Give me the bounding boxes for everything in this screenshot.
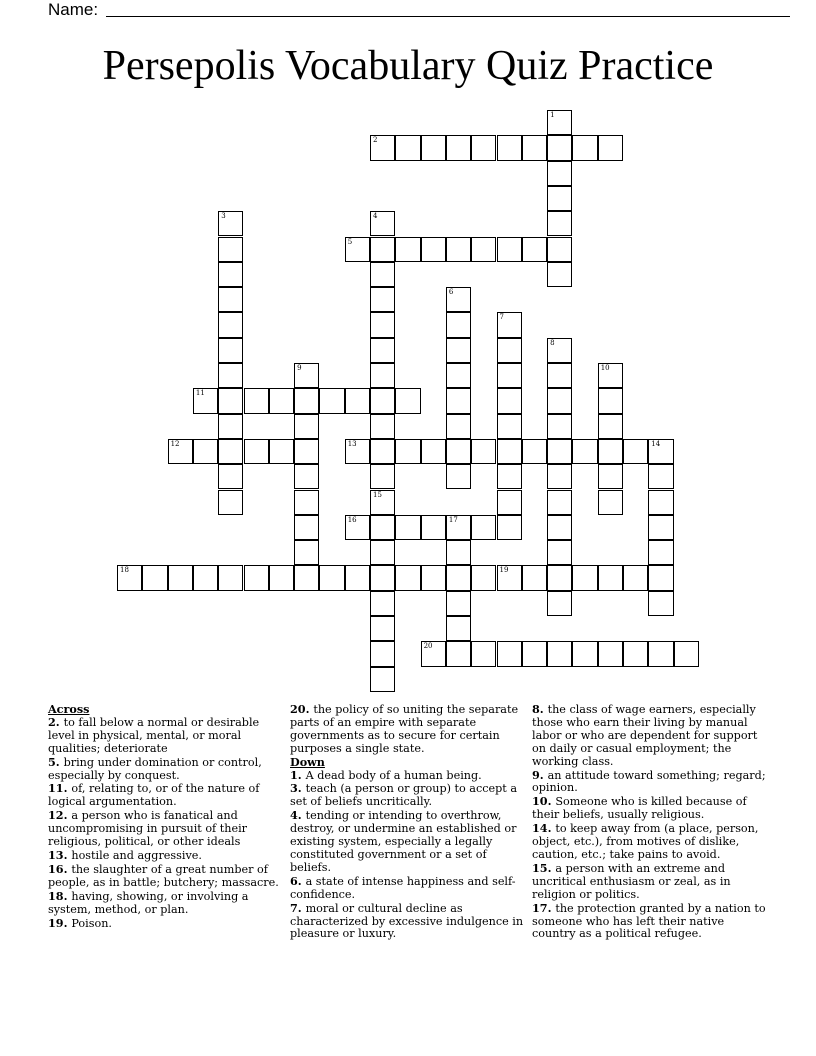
grid-cell[interactable] bbox=[547, 414, 572, 439]
grid-cell[interactable] bbox=[294, 388, 319, 413]
clue-number: 9 bbox=[297, 364, 302, 372]
down-list-b bbox=[532, 703, 768, 941]
grid-cell[interactable] bbox=[497, 641, 522, 666]
grid-cell[interactable] bbox=[370, 641, 395, 666]
grid-cell[interactable] bbox=[446, 464, 471, 489]
across-clue bbox=[48, 890, 284, 917]
grid-cell[interactable] bbox=[598, 135, 623, 160]
grid-cell[interactable] bbox=[674, 641, 699, 666]
grid-cell[interactable] bbox=[218, 464, 243, 489]
grid-cell[interactable] bbox=[218, 565, 243, 590]
clue-num: 2. bbox=[48, 714, 64, 729]
grid-cell[interactable] bbox=[370, 464, 395, 489]
grid-cell[interactable] bbox=[547, 135, 572, 160]
grid-cell[interactable] bbox=[497, 363, 522, 388]
grid-cell[interactable] bbox=[547, 540, 572, 565]
clue-number: 13 bbox=[347, 439, 357, 448]
clue-num: 15. bbox=[532, 860, 556, 875]
clue-num: 4. bbox=[290, 808, 306, 823]
grid-cell[interactable] bbox=[395, 135, 420, 160]
grid-cell[interactable] bbox=[395, 388, 420, 413]
clue-text: moral or cultural decline as characterized by excessive indulgence in pleasure or luxury. bbox=[290, 901, 524, 941]
grid-cell[interactable] bbox=[117, 565, 142, 590]
clue-text: Poison. bbox=[71, 916, 112, 930]
grid-cell[interactable] bbox=[370, 667, 395, 692]
grid-cell[interactable] bbox=[547, 515, 572, 540]
down-clue bbox=[532, 769, 768, 796]
grid-cell[interactable] bbox=[471, 439, 496, 464]
grid-cell[interactable] bbox=[294, 363, 319, 388]
grid-cell[interactable] bbox=[471, 237, 496, 262]
down-clue bbox=[532, 703, 768, 769]
grid-cell[interactable] bbox=[345, 565, 370, 590]
clue-number: 14 bbox=[651, 439, 661, 448]
grid-cell[interactable] bbox=[294, 565, 319, 590]
grid-cell[interactable] bbox=[370, 237, 395, 262]
grid-cell[interactable] bbox=[446, 237, 471, 262]
across-clue bbox=[48, 782, 284, 809]
grid-cell[interactable] bbox=[446, 312, 471, 337]
grid-cell[interactable] bbox=[522, 439, 547, 464]
grid-cell[interactable] bbox=[623, 565, 648, 590]
clue-text: bring under domination or control, especially by conquest. bbox=[48, 755, 262, 782]
grid-cell[interactable] bbox=[345, 515, 370, 540]
grid-cell[interactable] bbox=[497, 439, 522, 464]
clue-text: teach (a person or group) to accept a set of beliefs uncritically. bbox=[290, 782, 518, 809]
grid-cell[interactable] bbox=[648, 439, 673, 464]
clue-num: 8. bbox=[532, 702, 548, 716]
grid-cell[interactable] bbox=[497, 414, 522, 439]
grid-cell[interactable] bbox=[598, 464, 623, 489]
grid-cell[interactable] bbox=[648, 565, 673, 590]
grid-cell[interactable] bbox=[319, 388, 344, 413]
grid-cell[interactable] bbox=[572, 439, 597, 464]
grid-cell[interactable] bbox=[572, 135, 597, 160]
clue-number: 19 bbox=[499, 566, 509, 575]
clue-num: 18. bbox=[48, 888, 72, 903]
grid-cell[interactable] bbox=[623, 641, 648, 666]
grid-cell[interactable] bbox=[547, 211, 572, 236]
down-clue bbox=[290, 875, 526, 902]
grid-cell[interactable] bbox=[370, 211, 395, 236]
grid-cell[interactable] bbox=[218, 338, 243, 363]
clue-text: a person who is fanatical and uncompromising in pursuit of their religious, political, or other ideals bbox=[48, 809, 248, 849]
clue-num: 13. bbox=[48, 847, 72, 862]
grid-cell[interactable] bbox=[370, 616, 395, 641]
grid-cell[interactable] bbox=[370, 540, 395, 565]
grid-cell[interactable] bbox=[193, 565, 218, 590]
grid-cell[interactable] bbox=[244, 388, 269, 413]
clue-text: a state of intense happiness and self-confidence. bbox=[290, 874, 516, 901]
clue-num: 3. bbox=[290, 781, 306, 796]
grid-cell[interactable] bbox=[269, 388, 294, 413]
grid-cell[interactable] bbox=[421, 515, 446, 540]
across-clue bbox=[48, 863, 284, 890]
clue-number: 20 bbox=[423, 642, 433, 651]
grid-cell[interactable] bbox=[218, 287, 243, 312]
grid-cell[interactable] bbox=[421, 237, 446, 262]
clue-num: 20. bbox=[290, 702, 314, 716]
grid-cell[interactable] bbox=[269, 565, 294, 590]
grid-cell[interactable] bbox=[497, 490, 522, 515]
grid-cell[interactable] bbox=[598, 439, 623, 464]
grid-cell[interactable] bbox=[446, 287, 471, 312]
grid-cell[interactable] bbox=[497, 312, 522, 337]
clue-text: an attitude toward something; regard; opinion. bbox=[532, 768, 766, 795]
clue-num: 9. bbox=[532, 767, 548, 782]
grid-cell[interactable] bbox=[421, 135, 446, 160]
grid-cell[interactable] bbox=[294, 515, 319, 540]
down-heading: Down bbox=[290, 754, 325, 769]
grid-cell[interactable] bbox=[370, 414, 395, 439]
across-clue bbox=[48, 756, 284, 783]
clue-text: tending or intending to overthrow, destroy, or undermine an established or existing system, especially a legally constituted government or a set of beliefs. bbox=[290, 809, 517, 874]
clue-num: 6. bbox=[290, 873, 306, 888]
grid-cell[interactable] bbox=[547, 490, 572, 515]
clue-num: 11. bbox=[48, 781, 72, 796]
grid-cell[interactable] bbox=[648, 641, 673, 666]
grid-cell[interactable] bbox=[395, 237, 420, 262]
grid-cell[interactable] bbox=[547, 110, 572, 135]
grid-cell[interactable] bbox=[648, 490, 673, 515]
grid-cell[interactable] bbox=[218, 490, 243, 515]
grid-cell[interactable] bbox=[446, 363, 471, 388]
grid-cell[interactable] bbox=[598, 565, 623, 590]
grid-cell[interactable] bbox=[294, 464, 319, 489]
clue-text: hostile and aggressive. bbox=[71, 848, 202, 862]
down-clue bbox=[532, 822, 768, 862]
grid-cell[interactable] bbox=[421, 565, 446, 590]
grid-cell[interactable] bbox=[522, 565, 547, 590]
grid-cell[interactable] bbox=[395, 439, 420, 464]
down-list-a bbox=[290, 769, 526, 942]
clues-column-3 bbox=[532, 703, 768, 941]
clue-text: a person with an extreme and uncritical enthusiasm or zeal, as in religion or politics. bbox=[532, 861, 731, 901]
clue-number: 17 bbox=[448, 515, 458, 524]
across-list-a bbox=[48, 716, 284, 931]
grid-cell[interactable] bbox=[648, 591, 673, 616]
grid-cell[interactable] bbox=[547, 186, 572, 211]
down-clue bbox=[532, 862, 768, 902]
clue-num: 10. bbox=[532, 794, 556, 809]
grid-cell[interactable] bbox=[294, 414, 319, 439]
grid-cell[interactable] bbox=[598, 388, 623, 413]
grid-cell[interactable] bbox=[547, 338, 572, 363]
grid-cell[interactable] bbox=[446, 540, 471, 565]
across-clue bbox=[48, 849, 284, 863]
grid-cell[interactable] bbox=[547, 388, 572, 413]
across-heading: Across bbox=[48, 702, 90, 716]
grid-cell[interactable] bbox=[370, 439, 395, 464]
grid-cell[interactable] bbox=[395, 565, 420, 590]
clue-text: the class of wage earners, especially those who earn their living by manual labor or who are dependent for support on daily or casual employment; the working class. bbox=[532, 703, 758, 768]
clue-num: 7. bbox=[290, 900, 306, 915]
grid-cell[interactable] bbox=[547, 161, 572, 186]
grid-cell[interactable] bbox=[370, 262, 395, 287]
across-clue bbox=[48, 716, 284, 756]
grid-cell[interactable] bbox=[446, 616, 471, 641]
grid-cell[interactable] bbox=[648, 515, 673, 540]
grid-cell[interactable] bbox=[193, 388, 218, 413]
grid-cell[interactable] bbox=[497, 338, 522, 363]
across-clue bbox=[48, 809, 284, 849]
grid-cell[interactable] bbox=[446, 439, 471, 464]
grid-cell[interactable] bbox=[294, 439, 319, 464]
grid-cell[interactable] bbox=[218, 312, 243, 337]
grid-cell[interactable] bbox=[446, 338, 471, 363]
grid-cell[interactable] bbox=[497, 515, 522, 540]
grid-cell[interactable] bbox=[547, 262, 572, 287]
grid-cell[interactable] bbox=[446, 591, 471, 616]
down-clue bbox=[290, 902, 526, 942]
grid-cell[interactable] bbox=[547, 591, 572, 616]
clue-number: 16 bbox=[347, 515, 357, 524]
clue-text: of, relating to, or of the nature of logical argumentation. bbox=[48, 782, 260, 809]
down-clue bbox=[290, 809, 526, 875]
clue-text: A dead body of a human being. bbox=[305, 768, 482, 782]
grid-cell[interactable] bbox=[370, 565, 395, 590]
grid-cell[interactable] bbox=[168, 439, 193, 464]
grid-cell[interactable] bbox=[218, 414, 243, 439]
grid-cell[interactable] bbox=[193, 439, 218, 464]
clue-number: 4 bbox=[373, 212, 378, 221]
grid-cell[interactable] bbox=[142, 565, 167, 590]
grid-cell[interactable] bbox=[370, 135, 395, 160]
grid-cell[interactable] bbox=[522, 237, 547, 262]
clue-text: the slaughter of a great number of people, as in battle; butchery; massacre. bbox=[48, 862, 279, 889]
grid-cell[interactable] bbox=[370, 515, 395, 540]
grid-cell[interactable] bbox=[446, 135, 471, 160]
grid-cell[interactable] bbox=[471, 565, 496, 590]
grid-cell[interactable] bbox=[370, 338, 395, 363]
clue-number: 5 bbox=[347, 237, 353, 246]
grid-cell[interactable] bbox=[294, 540, 319, 565]
clue-num: 14. bbox=[532, 821, 556, 836]
grid-cell[interactable] bbox=[648, 540, 673, 565]
grid-cell[interactable] bbox=[370, 363, 395, 388]
clue-number: 6 bbox=[448, 288, 454, 297]
clue-text: having, showing, or involving a system, method, or plan. bbox=[48, 889, 249, 916]
grid-cell[interactable] bbox=[497, 388, 522, 413]
grid-cell[interactable] bbox=[572, 641, 597, 666]
grid-cell[interactable] bbox=[598, 490, 623, 515]
grid-cell[interactable] bbox=[218, 439, 243, 464]
grid-cell[interactable] bbox=[497, 135, 522, 160]
grid-cell[interactable] bbox=[269, 439, 294, 464]
grid-cell[interactable] bbox=[648, 464, 673, 489]
page-title: Persepolis Vocabulary Quiz Practice bbox=[102, 43, 714, 89]
grid-cell[interactable] bbox=[345, 439, 370, 464]
clue-num: 5. bbox=[48, 754, 64, 769]
grid-cell[interactable] bbox=[244, 565, 269, 590]
grid-cell[interactable] bbox=[547, 363, 572, 388]
clue-text: the policy of so uniting the separate parts of an empire with separate governments as to secure for certain purposes a single state. bbox=[290, 703, 519, 755]
grid-cell[interactable] bbox=[370, 490, 395, 515]
grid-cell[interactable] bbox=[294, 490, 319, 515]
grid-cell[interactable] bbox=[446, 515, 471, 540]
clue-number: 7 bbox=[499, 313, 504, 322]
down-clue bbox=[532, 902, 768, 942]
clue-text: Someone who is killed because of their beliefs, usually religious. bbox=[532, 795, 747, 822]
grid-cell[interactable] bbox=[497, 237, 522, 262]
down-clue bbox=[290, 769, 526, 783]
name-label: Name: bbox=[48, 0, 99, 19]
grid-cell[interactable] bbox=[471, 515, 496, 540]
clue-num: 16. bbox=[48, 861, 72, 876]
grid-cell[interactable] bbox=[446, 414, 471, 439]
grid-cell[interactable] bbox=[370, 287, 395, 312]
grid-cell[interactable] bbox=[446, 641, 471, 666]
grid-cell[interactable] bbox=[446, 565, 471, 590]
across-clue bbox=[290, 703, 526, 756]
grid-cell[interactable] bbox=[598, 641, 623, 666]
down-clue bbox=[532, 795, 768, 822]
clue-number: 18 bbox=[120, 566, 129, 575]
grid-cell[interactable] bbox=[168, 565, 193, 590]
clue-text: the protection granted by a nation to someone who has left their native country as a political refugee. bbox=[532, 901, 766, 941]
grid-cell[interactable] bbox=[598, 414, 623, 439]
grid-cell[interactable] bbox=[218, 363, 243, 388]
grid-cell[interactable] bbox=[218, 388, 243, 413]
across-list-b bbox=[290, 703, 526, 756]
grid-cell[interactable] bbox=[345, 237, 370, 262]
grid-cell[interactable] bbox=[345, 388, 370, 413]
grid-cell[interactable] bbox=[497, 565, 522, 590]
grid-cell[interactable] bbox=[370, 388, 395, 413]
grid-cell[interactable] bbox=[471, 641, 496, 666]
grid-cell[interactable] bbox=[446, 388, 471, 413]
grid-cell[interactable] bbox=[244, 439, 269, 464]
clues-column-2 bbox=[290, 703, 526, 941]
grid-cell[interactable] bbox=[547, 237, 572, 262]
grid-cell[interactable] bbox=[547, 439, 572, 464]
clue-number: 1 bbox=[550, 111, 555, 119]
across-clue bbox=[48, 917, 284, 931]
grid-cell[interactable] bbox=[522, 135, 547, 160]
clue-number: 10 bbox=[600, 364, 610, 372]
grid-cell[interactable] bbox=[623, 439, 648, 464]
grid-cell[interactable] bbox=[497, 464, 522, 489]
grid-cell[interactable] bbox=[319, 565, 344, 590]
clue-num: 12. bbox=[48, 808, 72, 823]
clue-num: 1. bbox=[290, 767, 306, 782]
grid-cell[interactable] bbox=[421, 641, 446, 666]
grid-cell[interactable] bbox=[218, 262, 243, 287]
grid-cell[interactable] bbox=[471, 135, 496, 160]
grid-cell[interactable] bbox=[547, 641, 572, 666]
clue-number: 11 bbox=[195, 389, 205, 398]
grid-cell[interactable] bbox=[218, 211, 243, 236]
grid-cell[interactable] bbox=[370, 591, 395, 616]
down-clue bbox=[290, 782, 526, 809]
grid-cell[interactable] bbox=[395, 515, 420, 540]
clue-text: to keep away from (a place, person, object, etc.), from motives of dislike, caution, etc.; take pains to avoid. bbox=[532, 822, 759, 861]
grid-cell[interactable] bbox=[522, 641, 547, 666]
clue-text: to fall below a normal or desirable level in physical, mental, or moral qualities; deteriorate bbox=[48, 715, 260, 755]
grid-cell[interactable] bbox=[598, 363, 623, 388]
clue-number: 15 bbox=[373, 490, 382, 499]
grid-cell[interactable] bbox=[370, 312, 395, 337]
grid-cell[interactable] bbox=[218, 237, 243, 262]
grid-cell[interactable] bbox=[547, 464, 572, 489]
clue-number: 12 bbox=[170, 439, 180, 448]
clue-number: 8 bbox=[550, 338, 555, 347]
clue-number: 3 bbox=[221, 212, 226, 221]
clue-num: 17. bbox=[532, 900, 556, 915]
clue-number: 2 bbox=[373, 136, 378, 145]
grid-cell[interactable] bbox=[421, 439, 446, 464]
grid-cell[interactable] bbox=[572, 565, 597, 590]
clue-num: 19. bbox=[48, 915, 72, 930]
grid-cell[interactable] bbox=[547, 565, 572, 590]
clues-column-1 bbox=[48, 703, 284, 930]
